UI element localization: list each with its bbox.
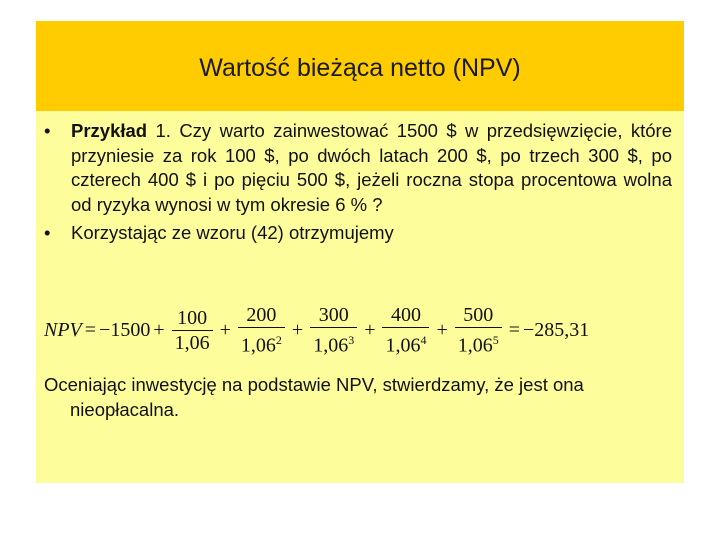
formula-fraction-5 — [455, 304, 502, 357]
fraction-exponent: 5 — [492, 332, 499, 347]
npv-formula — [44, 299, 674, 361]
formula-fraction-2 — [238, 304, 285, 357]
formula-plus: + — [153, 318, 165, 341]
bullet-formula-intro — [36, 221, 684, 246]
formula-result: −285,31 — [523, 318, 590, 341]
conclusion-text: Oceniając inwestycję na podstawie NPV, stwierdzamy, że jest ona nieopłacalna. — [44, 374, 584, 420]
formula-plus: + — [364, 318, 376, 341]
formula-fraction-3 — [310, 304, 357, 357]
bullet-marker: • — [44, 222, 51, 243]
fraction-exponent: 2 — [275, 332, 282, 347]
fraction-numerator: 500 — [463, 303, 494, 326]
fraction-exponent: 3 — [348, 332, 355, 347]
fraction-denominator: 1,06$^3$ — [310, 327, 357, 357]
fraction-exponent: 4 — [420, 332, 427, 347]
formula-equals: = — [84, 318, 97, 341]
formula-lhs: NPV — [44, 318, 82, 341]
fraction-denominator: 1,06$^4$ — [382, 327, 429, 357]
fraction-numerator: 100 — [177, 306, 208, 329]
title-band — [36, 21, 684, 111]
formula-plus: + — [291, 318, 304, 341]
slide-title: Wartość bieżąca netto (NPV) — [199, 53, 521, 82]
formula-plus: + — [219, 318, 231, 341]
bullet-marker: • — [44, 120, 51, 141]
formula-fraction-4 — [382, 304, 429, 357]
formula-fraction-1 — [172, 307, 213, 354]
fraction-numerator: 400 — [390, 303, 421, 326]
example-label: Przykład — [71, 120, 148, 141]
fraction-denominator: 1,06 — [172, 330, 213, 354]
example-text: 1. Czy warto zainwestować 1500 $ w przedsięwzięcie, które przyniesie za rok 100 $, po dwóch latach 200 $, po trzech 300 $, po czterech 400 $ i po pięciu 500 $, jeżeli roczna stopa procentowa wolna od ryzyka wynosi w tym okresie 6 % ? — [71, 120, 672, 215]
bullet-list — [36, 119, 684, 250]
formula-equals: = — [508, 318, 521, 341]
fraction-numerator: 300 — [318, 303, 349, 326]
fraction-numerator: 200 — [246, 303, 277, 326]
bullet-example — [36, 119, 684, 217]
fraction-denominator: 1,06$^2$ — [238, 327, 285, 357]
formula-initial-outlay: −1500 — [99, 318, 151, 341]
slide-card — [36, 21, 684, 483]
fraction-denominator: 1,06$^5$ — [455, 327, 502, 357]
formula-intro-text: Korzystając ze wzoru (42) otrzymujemy — [71, 222, 394, 243]
formula-plus: + — [436, 318, 448, 341]
